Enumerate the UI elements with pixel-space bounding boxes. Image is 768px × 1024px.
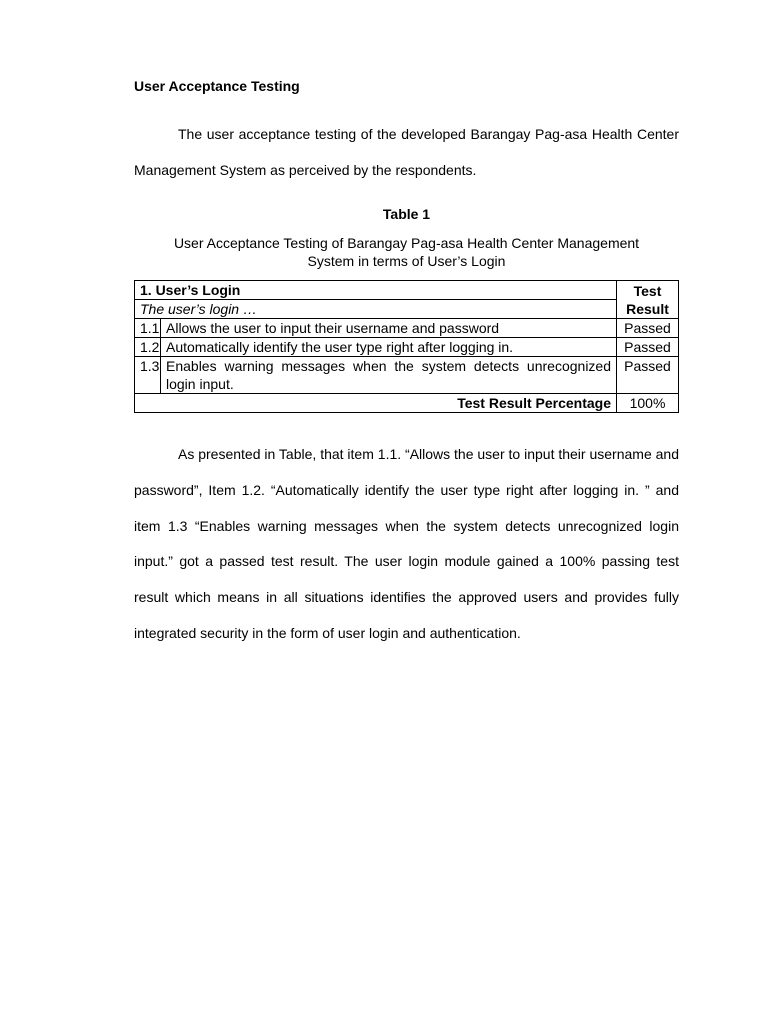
table-header-row [135, 281, 679, 300]
table-caption-line-1: User Acceptance Testing of Barangay Pag-asa Health Center Management [173, 235, 640, 251]
row-number: 1.2 [135, 338, 161, 357]
table-number: Table 1 [382, 206, 431, 222]
table-row [135, 338, 679, 357]
table-subtitle-row [135, 300, 679, 319]
table-row [135, 357, 679, 394]
table-section-title: 1. User’s Login [135, 281, 617, 300]
table-caption [134, 234, 679, 270]
row-result: Passed [617, 338, 679, 357]
row-number: 1.3 [135, 357, 161, 394]
table-summary-row [135, 394, 679, 413]
body-paragraph: As presented in Table, that item 1.1. “Allows the user to input their username and password”, Item 1.2. “Automatically identify the user type right after logging in. ” and item 1.3 “Enables warning messages when the system detects unrecognized login input.” got a passed test result. The user login module gained a 100% passing test result which means in all situations identifies the approved users and provides fully integrated security in the form of user login and authentication. [134, 446, 679, 641]
table-row [135, 319, 679, 338]
section-heading: User Acceptance Testing [134, 78, 300, 94]
row-result: Passed [617, 319, 679, 338]
row-description: Automatically identify the user type right after logging in. [161, 338, 617, 357]
row-description: Enables warning messages when the system detects unrecognized login input. [161, 357, 617, 394]
row-description: Allows the user to input their username and password [161, 319, 617, 338]
row-number: 1.1 [135, 319, 161, 338]
acceptance-table [134, 280, 679, 413]
summary-value: 100% [617, 394, 679, 413]
table-subtitle: The user’s login … [135, 300, 617, 319]
table-caption-line-2: System in terms of User’s Login [307, 253, 506, 269]
row-result: Passed [617, 357, 679, 394]
summary-label: Test Result Percentage [135, 394, 617, 413]
table-result-header: Test Result [617, 281, 679, 319]
intro-paragraph: The user acceptance testing of the developed Barangay Pag-asa Health Center Management System as perceived by the respondents. [134, 126, 679, 178]
